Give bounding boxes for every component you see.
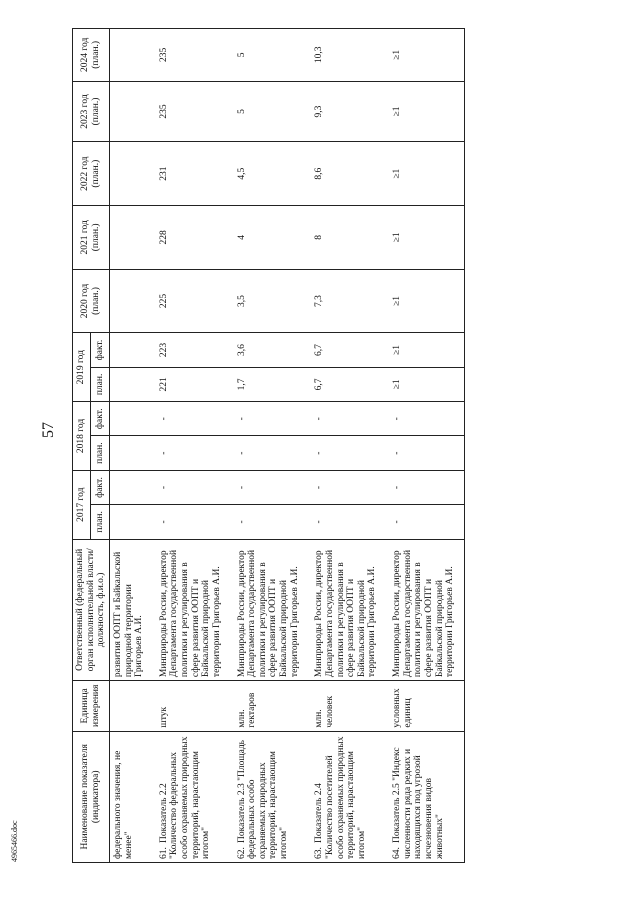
cell-2020: ≥1 [386,269,464,333]
table-row [386,29,464,863]
col-header-2024: 2024 год (план.) [73,29,110,82]
cell-2022: 231 [153,142,231,206]
cell-2017-plan: - [231,505,309,539]
cell-2017-plan: - [308,505,386,539]
cell-2023: 5 [231,81,309,142]
cell-2024: ≥1 [386,29,464,82]
cell-2018-fact: - [231,402,309,436]
cell-2019-fact: 6,7 [308,333,386,367]
col-header-indicator: Наименование показателя (индикатора) [73,731,110,862]
cell-2017-fact: - [308,470,386,504]
cell-2024: 235 [153,29,231,82]
cell-2020: 7,3 [308,269,386,333]
cell-2020: 225 [153,269,231,333]
cell-2019-plan: 1,7 [231,367,309,401]
cell-2024: 10,3 [308,29,386,82]
cell-unit: млн. человек [308,681,386,732]
table-row [308,29,386,863]
cell-unit: штук [153,681,231,732]
row-number: 63. [314,847,325,859]
col-header-2017-fact: факт. [91,470,109,504]
cell-2019-plan: 221 [153,367,231,401]
indicator-text: Показатель 2.4 "Количество посетителей особо охраняемых природных территорий, нарастающим итогом" [314,736,367,859]
col-header-2018: 2018 год [73,402,91,471]
table-header [73,29,110,863]
indicator-text: Показатель 2.2 "Количество федеральных особо охраняемых природных территорий, нарастающим итогом" [158,736,212,859]
cell-responsible: развития ООПТ и Байкальской природной территории Григорьев А.И. [109,539,152,681]
cell-responsible: Минприроды России, директор Департамента государственной политики и регулирования в сфере развития ООПТ и Байкальской природной территории Григорьев А.И. [386,539,464,681]
cell-2020: 3,5 [231,269,309,333]
col-header-2017: 2017 год [73,470,91,539]
cell-2019-fact: 3,6 [231,333,309,367]
cell-2019-plan: 6,7 [308,367,386,401]
cell-2021: 8 [308,206,386,270]
cell-unit: млн. гектаров [231,681,309,732]
col-header-unit: Единица измерения [73,681,110,732]
col-header-2023: 2023 год (план.) [73,81,110,142]
cell-indicator [153,731,231,862]
col-header-2021: 2021 год (план.) [73,206,110,270]
indicator-text: Показатель 2.5 "Индекс численности ряда редких и находящихся под угрозой исчезновения видов животных" [392,747,445,859]
col-header-responsible: Ответственный (федеральный орган исполнительной власти/должность, ф.и.о.) [73,539,110,681]
cell-2017-fact: - [231,470,309,504]
col-header-2019-fact: факт. [91,333,109,367]
cell-2017-plan: - [386,505,464,539]
cell-2017-fact: - [153,470,231,504]
cell-responsible: Минприроды России, директор Департамента государственной политики и регулирования в сфере развития ООПТ и Байкальской природной территории Григорьев А.И. [231,539,309,681]
cell-2019-plan: ≥1 [386,367,464,401]
cell-indicator [231,731,309,862]
col-header-2019: 2019 год [73,333,91,402]
indicator-text: Показатель 2.3 "Площадь федеральных особо охраняемых природных территорий, нарастающим итогом" [236,739,289,859]
col-header-2018-plan: план. [91,436,109,470]
indicator-table [72,28,465,863]
document-code: 4965466.doc [10,820,19,862]
cell-2021: ≥1 [386,206,464,270]
row-number: 64. [392,847,402,859]
table-row-continuation [109,29,152,863]
cell-2018-fact: - [308,402,386,436]
cell-responsible: Минприроды России, директор Департамента государственной политики и регулирования в сфере развития ООПТ и Байкальской природной территории Григорьев А.И. [308,539,386,681]
col-header-2018-fact: факт. [91,402,109,436]
cell-2018-fact: - [153,402,231,436]
cell-2022: 8,6 [308,142,386,206]
cell-2019-fact: 223 [153,333,231,367]
cell-indicator [386,731,464,862]
cell-2018-fact: - [386,402,464,436]
col-header-2022: 2022 год (план.) [73,142,110,206]
cell-unit [109,681,152,732]
table-row [231,29,309,863]
cell-2018-plan: - [386,436,464,470]
cell-2021: 4 [231,206,309,270]
row-number: 61. [158,847,169,859]
cell-indicator [308,731,386,862]
cell-2017-plan: - [153,505,231,539]
cell-2021: 228 [153,206,231,270]
cell-2022: ≥1 [386,142,464,206]
row-number: 62. [236,847,247,859]
cell-2018-plan: - [308,436,386,470]
table-row [153,29,231,863]
col-header-2020: 2020 год (план.) [73,269,110,333]
indicator-table-sheet [72,28,614,863]
cell-2018-plan: - [153,436,231,470]
cell-unit: условных единиц [386,681,464,732]
cell-responsible: Минприроды России, директор Департамента государственной политики и регулирования в сфере развития ООПТ и Байкальской природной территории Григорьев А.И. [153,539,231,681]
col-header-2019-plan: план. [91,367,109,401]
cell-2018-plan: - [231,436,309,470]
col-header-2017-plan: план. [91,505,109,539]
cell-indicator: федерального значения, не менее" [109,731,152,862]
cell-2023: 235 [153,81,231,142]
cell-2017-fact: - [386,470,464,504]
cell-2023: ≥1 [386,81,464,142]
cell-2019-fact: ≥1 [386,333,464,367]
cell-2023: 9,3 [308,81,386,142]
cell-2022: 4,5 [231,142,309,206]
page-number: 57 [40,422,57,438]
cell-2024: 5 [231,29,309,82]
